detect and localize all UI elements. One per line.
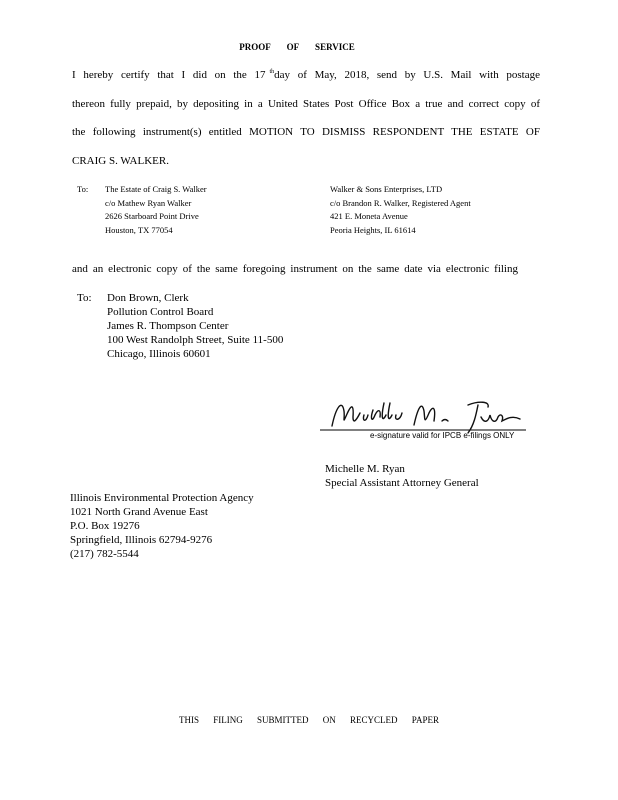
clerk-address-line: 100 West Randolph Street, Suite 11-500 — [107, 334, 284, 346]
certification-line-4: CRAIG S. WALKER. — [72, 155, 169, 167]
signer-name: Michelle M. Ryan — [325, 463, 405, 475]
certification-line-3: the following instrument(s) entitled MOTION TO DISMISS RESPONDENT THE ESTATE OF — [72, 126, 540, 138]
recycled-paper-footer: THIS FILING SUBMITTED ON RECYCLED PAPER — [179, 715, 439, 725]
recipient-left-line: The Estate of Craig S. Walker — [105, 184, 207, 194]
agency-address — [70, 491, 254, 561]
recipient-left — [105, 183, 207, 237]
electronic-filing-line: and an electronic copy of the same foregoing instrument on the same date via electronic filing — [72, 263, 518, 275]
clerk-address-line: Chicago, Illinois 60601 — [107, 348, 211, 360]
certification-line-1-start: I hereby certify that I did on the 17 — [72, 69, 266, 81]
recipient-right-line: 421 E. Moneta Avenue — [330, 211, 408, 221]
recipient-right — [330, 183, 471, 237]
clerk-address-line: Don Brown, Clerk — [107, 292, 189, 304]
agency-address-line: Springfield, Illinois 62794-9276 — [70, 534, 213, 546]
recipient-left-line: 2626 Starboard Point Drive — [105, 211, 199, 221]
recipient-right-line: c/o Brandon R. Walker, Registered Agent — [330, 197, 471, 208]
recipient-left-line: Houston, TX 77054 — [105, 224, 173, 235]
to-label: To: — [77, 184, 89, 194]
signature-stroke-initial — [414, 406, 448, 425]
signature-stroke-last — [468, 402, 520, 433]
signature-note: e-signature valid for IPCB e-filings ONLY — [370, 431, 515, 440]
agency-address-line: (217) 782-5544 — [70, 548, 139, 560]
certification-line-1 — [72, 69, 540, 81]
agency-address-line: Illinois Environmental Protection Agency — [70, 492, 254, 504]
to-label-2: To: — [77, 292, 92, 304]
signature-block — [318, 393, 530, 443]
certification-line-2: thereon fully prepaid, by depositing in a United States Post Office Box a true and correct copy of — [72, 98, 540, 110]
document-title: PROOF OF SERVICE — [239, 42, 355, 52]
recipient-right-line: Walker & Sons Enterprises, LTD — [330, 184, 443, 194]
agency-address-line: P.O. Box 19276 — [70, 520, 140, 532]
signer-title: Special Assistant Attorney General — [325, 477, 479, 489]
clerk-address — [107, 291, 283, 361]
agency-address-line: 1021 North Grand Avenue East — [70, 506, 208, 518]
signer-block — [325, 462, 479, 490]
recipient-right-line: Peoria Heights, IL 61614 — [330, 224, 416, 235]
clerk-address-line: Pollution Control Board — [107, 306, 214, 318]
recipient-left-line: c/o Mathew Ryan Walker — [105, 197, 192, 208]
clerk-address-line: James R. Thompson Center — [107, 320, 229, 332]
signature-stroke-first — [332, 403, 402, 426]
certification-line-1-end: day of May, 2018, send by U.S. Mail with postage — [274, 69, 540, 81]
ordinal-suffix: th — [269, 69, 275, 76]
